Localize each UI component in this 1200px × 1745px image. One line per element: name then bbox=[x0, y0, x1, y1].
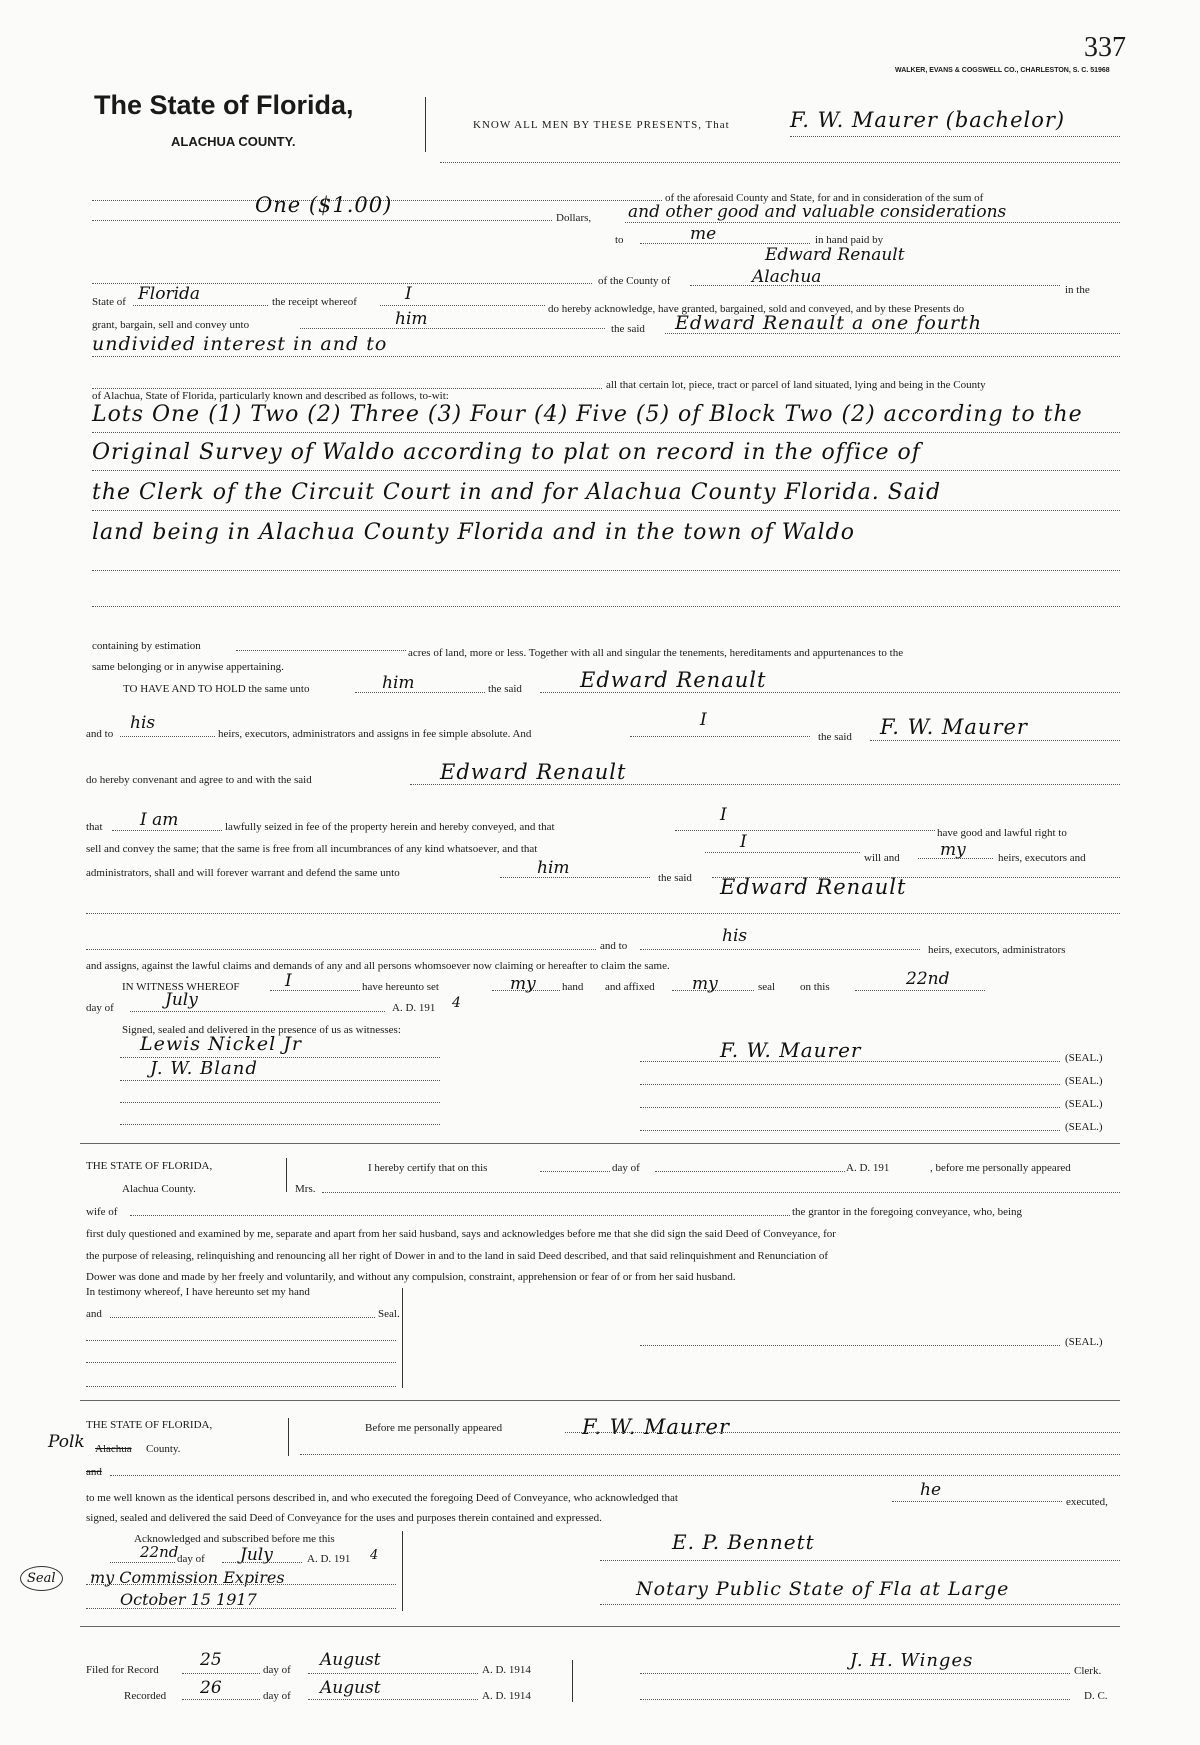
page-number: 337 bbox=[1084, 32, 1126, 63]
receipt-label: the receipt whereof bbox=[272, 296, 357, 308]
ack-county-struck: Alachua bbox=[95, 1443, 132, 1455]
filed-day-handwriting: 25 bbox=[200, 1650, 222, 1670]
on-this-label: on this bbox=[800, 981, 830, 993]
line bbox=[92, 510, 1120, 511]
state-handwriting: Florida bbox=[138, 284, 201, 304]
witness2-handwriting: J. W. Bland bbox=[150, 1058, 258, 1079]
line bbox=[630, 736, 810, 737]
have-good-text: have good and lawful right to bbox=[937, 827, 1067, 839]
line bbox=[92, 388, 602, 389]
line bbox=[120, 1102, 440, 1103]
ack-signed: signed, sealed and delivered the said Deed of Conveyance for the uses and purposes therein contained and expressed. bbox=[86, 1512, 602, 1524]
description-line-2: Original Survey of Waldo according to plat on record in the office of bbox=[92, 440, 921, 465]
line bbox=[110, 1562, 175, 1563]
line bbox=[892, 1501, 1062, 1502]
ack-state: THE STATE OF FLORIDA, bbox=[86, 1419, 213, 1431]
receipt-handwriting: I bbox=[405, 284, 412, 304]
paid-by-label: in hand paid by bbox=[815, 234, 884, 246]
ack-he-handwriting: he bbox=[920, 1480, 942, 1500]
line bbox=[300, 1454, 1120, 1455]
line bbox=[86, 913, 1120, 914]
covenant-label: do hereby convenant and agree to and with the said bbox=[86, 774, 312, 786]
county-title: ALACHUA COUNTY. bbox=[171, 134, 296, 149]
him-handwriting: him bbox=[382, 673, 415, 693]
line bbox=[92, 220, 552, 221]
line bbox=[640, 1084, 1060, 1085]
line bbox=[640, 1673, 1070, 1674]
line bbox=[600, 1604, 1120, 1605]
in-the-label: in the bbox=[1065, 284, 1090, 296]
dc-label: D. C. bbox=[1084, 1690, 1108, 1702]
rec-ad: A. D. 1914 bbox=[482, 1690, 531, 1702]
to-label: to bbox=[615, 234, 624, 246]
line bbox=[92, 570, 1120, 571]
line bbox=[120, 1080, 440, 1081]
seal-label-4: (SEAL.) bbox=[1065, 1121, 1103, 1133]
dower-day-of: day of bbox=[612, 1162, 640, 1174]
ack-ad: A. D. 191 bbox=[307, 1553, 351, 1565]
grantor-handwriting: F. W. Maurer (bachelor) bbox=[790, 108, 1066, 132]
will-and-label: will and bbox=[864, 852, 900, 864]
line bbox=[86, 1386, 396, 1387]
line bbox=[130, 1011, 385, 1012]
description-line-4: land being in Alachua County Florida and in the town of Waldo bbox=[92, 520, 855, 545]
dower-seal-label: (SEAL.) bbox=[1065, 1336, 1103, 1348]
and-to-label-2: and to bbox=[600, 940, 628, 952]
line bbox=[110, 1317, 375, 1318]
grant-label: grant, bargain, sell and convey unto bbox=[92, 319, 250, 331]
that-label: that bbox=[86, 821, 103, 833]
seal-label-inline: seal bbox=[758, 981, 776, 993]
his-handwriting: his bbox=[130, 713, 156, 733]
line bbox=[712, 877, 1120, 878]
ack-county-handwriting: Polk bbox=[48, 1432, 85, 1452]
of-alachua-text: of Alachua, State of Florida, particularly known and described as follows, to-wit: bbox=[92, 390, 449, 402]
dower-line-2: the purpose of releasing, relinquishing and renouncing all her right of Dower in and to the land in said Deed described, and that said relinquishment and Renunciation of bbox=[86, 1250, 828, 1262]
line bbox=[120, 736, 215, 737]
line bbox=[270, 990, 360, 991]
ack-commission-handwriting: my Commission Expires bbox=[90, 1568, 285, 1587]
set-label: have hereunto set bbox=[362, 981, 439, 993]
the-said-label: the said bbox=[611, 323, 645, 335]
curl bbox=[402, 1531, 403, 1611]
his2-handwriting: his bbox=[722, 926, 748, 946]
dower-seal: Seal. bbox=[378, 1308, 400, 1320]
seal-label-2: (SEAL.) bbox=[1065, 1075, 1103, 1087]
line bbox=[86, 1608, 396, 1609]
line bbox=[322, 1192, 1120, 1193]
line bbox=[918, 858, 993, 859]
line bbox=[640, 1699, 1070, 1700]
dower-state: THE STATE OF FLORIDA, bbox=[86, 1160, 213, 1172]
containing-label: containing by estimation bbox=[92, 640, 201, 652]
header-line-2 bbox=[440, 162, 1120, 163]
and-to-label: and to bbox=[86, 728, 114, 740]
heirs-text: heirs, executors, administrators and assigns in fee simple absolute. And bbox=[218, 728, 532, 740]
grantor-handwriting-2: F. W. Maurer bbox=[880, 715, 1028, 739]
curl bbox=[402, 1288, 403, 1388]
curl bbox=[286, 1158, 287, 1192]
him2-handwriting: him bbox=[537, 858, 570, 878]
same-belonging-text: same belonging or in anywise appertaining. bbox=[92, 661, 284, 673]
i3-handwriting: I bbox=[740, 832, 747, 852]
description-line-1: Lots One (1) Two (2) Three (3) Four (4) Five (5) of Block Two (2) according to the bbox=[92, 402, 1083, 427]
line bbox=[600, 1560, 1120, 1561]
ack-expires-handwriting: October 15 1917 bbox=[120, 1590, 257, 1609]
curl bbox=[572, 1660, 573, 1702]
the-said-label-2: the said bbox=[818, 731, 852, 743]
the-said-label-3: the said bbox=[658, 872, 692, 884]
i2-handwriting: I bbox=[720, 805, 727, 825]
line bbox=[130, 1215, 790, 1216]
line bbox=[870, 740, 1120, 741]
interest-handwriting: undivided interest in and to bbox=[92, 333, 388, 355]
sum-handwriting: One ($1.00) bbox=[255, 193, 393, 217]
i-am-handwriting: I am bbox=[140, 810, 179, 830]
line bbox=[640, 949, 920, 950]
day-of-label: day of bbox=[86, 1002, 114, 1014]
know-all-text: KNOW ALL MEN BY THESE PRESENTS, That bbox=[473, 119, 730, 131]
ack-known: to me well known as the identical persons described in, and who executed the foregoing Deed of Conveyance, who acknowledged that bbox=[86, 1492, 678, 1504]
line bbox=[640, 1345, 1060, 1346]
affixed-label: and affixed bbox=[605, 981, 655, 993]
all-that-text: all that certain lot, piece, tract or parcel of land situated, lying and being in the County bbox=[606, 379, 986, 391]
ack-subscribed: Acknowledged and subscribed before me this bbox=[134, 1533, 335, 1545]
ack-county-suffix: County. bbox=[146, 1443, 181, 1455]
administrators-text: administrators, shall and will forever warrant and defend the same unto bbox=[86, 867, 400, 879]
header-brace bbox=[425, 97, 426, 152]
filed-label: Filed for Record bbox=[86, 1664, 159, 1676]
line bbox=[565, 1432, 1120, 1433]
to-handwriting: me bbox=[690, 224, 717, 244]
dower-wife-of: wife of bbox=[86, 1206, 118, 1218]
description-line-3: the Clerk of the Circuit Court in and for Alachua County Florida. Said bbox=[92, 480, 942, 505]
line bbox=[308, 1673, 478, 1674]
line bbox=[672, 990, 754, 991]
line bbox=[655, 1171, 845, 1172]
line bbox=[236, 650, 406, 651]
line bbox=[120, 1124, 440, 1125]
recorded-label: Recorded bbox=[124, 1690, 167, 1702]
line bbox=[92, 606, 1120, 607]
line bbox=[222, 1562, 302, 1563]
grant-handwriting: him bbox=[395, 309, 428, 329]
line bbox=[675, 830, 935, 831]
line bbox=[110, 1475, 1120, 1476]
line bbox=[92, 432, 1120, 433]
section-divider-3 bbox=[80, 1626, 1120, 1627]
line bbox=[540, 1171, 610, 1172]
grantee2-handwriting: Edward Renault bbox=[720, 875, 907, 899]
grantee-handwriting: Edward Renault a one fourth bbox=[675, 312, 982, 334]
line bbox=[500, 877, 650, 878]
filed-day-of: day of bbox=[263, 1664, 291, 1676]
line bbox=[133, 305, 268, 306]
line bbox=[855, 990, 985, 991]
grantor-signature: F. W. Maurer bbox=[720, 1038, 862, 1062]
acknowledge-text: do hereby acknowledge, have granted, bargained, sold and conveyed, and by these Presents do bbox=[548, 303, 965, 315]
heirs-exec2-text: heirs, executors, administrators bbox=[928, 944, 1066, 956]
line bbox=[86, 1362, 396, 1363]
line bbox=[380, 305, 545, 306]
line bbox=[182, 1699, 260, 1700]
grantor-line bbox=[790, 136, 1120, 137]
state-of-label: State of bbox=[92, 296, 126, 308]
ack-before: Before me personally appeared bbox=[365, 1422, 503, 1434]
rec-day-handwriting: 26 bbox=[200, 1678, 222, 1698]
hand-label: hand bbox=[562, 981, 584, 993]
line bbox=[355, 692, 485, 693]
line bbox=[640, 1130, 1060, 1131]
rec-day-of: day of bbox=[263, 1690, 291, 1702]
notary-signature: E. P. Bennett bbox=[672, 1530, 815, 1554]
witness-month-handwriting: July bbox=[165, 990, 198, 1010]
ack-appeared-handwriting: F. W. Maurer bbox=[582, 1415, 730, 1439]
ack-month-handwriting: July bbox=[240, 1545, 273, 1565]
line bbox=[690, 285, 1060, 286]
assigns-text: and assigns, against the lawful claims and demands of any and all persons whomsoever now claiming or hereafter to claim the same. bbox=[86, 960, 670, 972]
dower-before: , before me personally appeared bbox=[930, 1162, 1071, 1174]
county-handwriting: Alachua bbox=[752, 267, 822, 287]
line bbox=[640, 243, 810, 244]
witness-my-handwriting: my bbox=[510, 974, 536, 994]
dower-line-3: Dower was done and made by her freely and voluntarily, and without any compulsion, constraint, apprehension or fear of or from her said husband. bbox=[86, 1271, 736, 1283]
witness-my2-handwriting: my bbox=[692, 974, 718, 994]
ack-day-handwriting: 22nd bbox=[140, 1543, 179, 1561]
line bbox=[112, 830, 222, 831]
filed-month-handwriting: August bbox=[320, 1650, 381, 1670]
witness-i-handwriting: I bbox=[285, 971, 292, 991]
dower-line-1: first duly questioned and examined by me, separate and apart from her said husband, says and acknowledges before me that she did sign the said Deed of Conveyance, for bbox=[86, 1228, 836, 1240]
line bbox=[86, 1584, 396, 1585]
rec-month-handwriting: August bbox=[320, 1678, 381, 1698]
clerk-signature: J. H. Winges bbox=[850, 1650, 974, 1671]
line bbox=[92, 356, 1120, 357]
seal-label-3: (SEAL.) bbox=[1065, 1098, 1103, 1110]
line bbox=[492, 990, 560, 991]
dower-certify: I hereby certify that on this bbox=[368, 1162, 488, 1174]
witness1-handwriting: Lewis Nickel Jr bbox=[140, 1033, 302, 1055]
line bbox=[120, 1057, 440, 1058]
my-handwriting: my bbox=[940, 840, 966, 860]
curl bbox=[288, 1418, 289, 1456]
dower-grantor: the grantor in the foregoing conveyance, who, being bbox=[792, 1206, 1023, 1218]
acres-text: acres of land, more or less. Together with all and singular the tenements, hereditaments and appurtenances to the bbox=[408, 647, 904, 659]
line bbox=[308, 1699, 478, 1700]
paid-by-handwriting: Edward Renault bbox=[765, 245, 905, 265]
line bbox=[540, 692, 1120, 693]
ack-day-of: day of bbox=[177, 1553, 205, 1565]
the-said-label-1: the said bbox=[488, 683, 522, 695]
i-handwriting: I bbox=[700, 710, 707, 730]
signed-sealed-text: Signed, sealed and delivered in the presence of us as witnesses: bbox=[122, 1024, 401, 1036]
dower-and: and bbox=[86, 1308, 102, 1320]
line bbox=[640, 1107, 1060, 1108]
witness-day-handwriting: 22nd bbox=[906, 969, 950, 989]
witness-whereof-label: IN WITNESS WHEREOF bbox=[122, 981, 240, 993]
line bbox=[86, 949, 596, 950]
grantee-handwriting-2: Edward Renault bbox=[580, 668, 767, 692]
dower-county: Alachua County. bbox=[122, 1183, 196, 1195]
dower-testimony: In testimony whereof, I have hereunto set my hand bbox=[86, 1286, 310, 1298]
sell-text: sell and convey the same; that the same is free from all incumbrances of any kind whatsoever, and that bbox=[86, 843, 538, 855]
seal-label-1: (SEAL.) bbox=[1065, 1052, 1103, 1064]
ack-and-struck: and bbox=[86, 1466, 102, 1478]
dower-ad: A. D. 191 bbox=[846, 1162, 890, 1174]
line bbox=[640, 1061, 1060, 1062]
covenant-handwriting: Edward Renault bbox=[440, 760, 627, 784]
line bbox=[705, 852, 860, 853]
heirs-exec-text: heirs, executors and bbox=[998, 852, 1086, 864]
line bbox=[300, 328, 605, 329]
ack-seal-handwriting: Seal bbox=[20, 1566, 63, 1591]
ack-year-handwriting: 4 bbox=[370, 1548, 379, 1563]
of-county-label: of the County of bbox=[598, 275, 671, 287]
section-divider-2 bbox=[80, 1400, 1120, 1401]
line bbox=[625, 222, 1120, 223]
filed-ad: A. D. 1914 bbox=[482, 1664, 531, 1676]
consideration-text: of the aforesaid County and State, for and in consideration of the sum of bbox=[665, 192, 984, 204]
line bbox=[86, 1340, 396, 1341]
ack-executed: executed, bbox=[1066, 1496, 1108, 1508]
ad-label: A. D. 191 bbox=[392, 1002, 436, 1014]
printer-mark: WALKER, EVANS & COGSWELL CO., CHARLESTON, S. C. 51968 bbox=[895, 67, 1110, 74]
section-divider-1 bbox=[80, 1143, 1120, 1144]
line bbox=[410, 784, 1120, 785]
seized-text: lawfully seized in fee of the property herein and hereby conveyed, and that bbox=[225, 821, 555, 833]
clerk-label: Clerk. bbox=[1074, 1665, 1102, 1677]
notary-title: Notary Public State of Fla at Large bbox=[636, 1578, 1010, 1600]
to-have-label: TO HAVE AND TO HOLD the same unto bbox=[123, 683, 310, 695]
dollars-label: Dollars, bbox=[556, 212, 592, 224]
line bbox=[665, 333, 1120, 334]
line bbox=[92, 470, 1120, 471]
state-title: The State of Florida, bbox=[94, 90, 354, 120]
line bbox=[182, 1673, 260, 1674]
witness-year-handwriting: 4 bbox=[452, 995, 461, 1011]
other-consideration-hw: and other good and valuable considerations bbox=[628, 202, 1007, 222]
dower-mrs: Mrs. bbox=[295, 1183, 316, 1195]
